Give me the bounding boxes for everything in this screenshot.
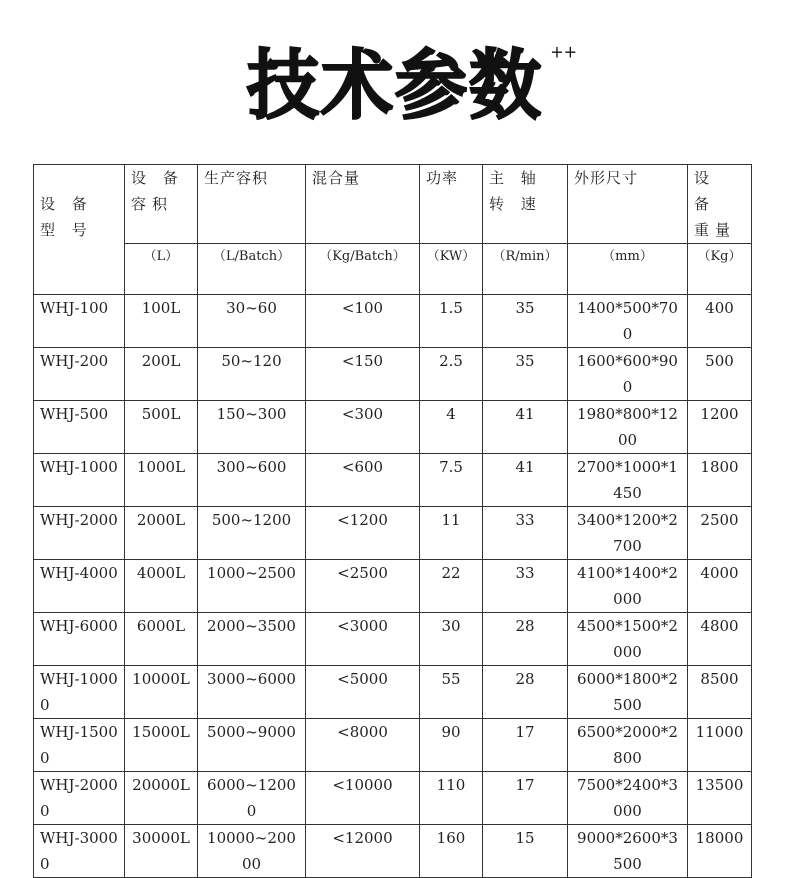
cell-speed: 17 xyxy=(483,772,568,825)
cell-mixing: <5000 xyxy=(306,666,420,719)
cell-speed: 33 xyxy=(483,507,568,560)
title-area xyxy=(0,40,790,130)
cell-mixing: <150 xyxy=(306,348,420,401)
cell-size: 6000*1800*2500 xyxy=(568,666,688,719)
cell-weight: 4800 xyxy=(688,613,752,666)
table-row xyxy=(34,454,752,507)
cell-capacity: 2000L xyxy=(125,507,198,560)
cell-mixing: <100 xyxy=(306,295,420,348)
cell-model: WHJ-30000 xyxy=(34,825,125,878)
cell-production: 300~600 xyxy=(198,454,306,507)
header-row xyxy=(34,165,752,244)
cell-weight: 8500 xyxy=(688,666,752,719)
cell-mixing: <300 xyxy=(306,401,420,454)
cell-production: 50~120 xyxy=(198,348,306,401)
cell-production: 1000~2500 xyxy=(198,560,306,613)
cell-capacity: 4000L xyxy=(125,560,198,613)
table-row xyxy=(34,719,752,772)
cell-capacity: 500L xyxy=(125,401,198,454)
table-row xyxy=(34,825,752,878)
cell-speed: 15 xyxy=(483,825,568,878)
cell-capacity: 10000L xyxy=(125,666,198,719)
cell-weight: 18000 xyxy=(688,825,752,878)
cell-size: 6500*2000*2800 xyxy=(568,719,688,772)
table-row xyxy=(34,772,752,825)
cell-capacity: 6000L xyxy=(125,613,198,666)
cell-mixing: <8000 xyxy=(306,719,420,772)
cell-size: 4100*1400*2000 xyxy=(568,560,688,613)
cell-model: WHJ-20000 xyxy=(34,772,125,825)
cell-production: 3000~6000 xyxy=(198,666,306,719)
cell-speed: 17 xyxy=(483,719,568,772)
cell-mixing: <600 xyxy=(306,454,420,507)
unit-size: （mm） xyxy=(568,244,688,295)
cell-mixing: <1200 xyxy=(306,507,420,560)
cell-capacity: 30000L xyxy=(125,825,198,878)
cell-model: WHJ-15000 xyxy=(34,719,125,772)
unit-weight: （Kg） xyxy=(688,244,752,295)
cell-weight: 2500 xyxy=(688,507,752,560)
cell-speed: 41 xyxy=(483,454,568,507)
cell-model: WHJ-4000 xyxy=(34,560,125,613)
unit-power: （KW） xyxy=(420,244,483,295)
cell-production: 10000~20000 xyxy=(198,825,306,878)
header-size: 外形尺寸 xyxy=(568,165,688,244)
table-row xyxy=(34,666,752,719)
cell-power: 22 xyxy=(420,560,483,613)
header-capacity: 设 备 容积 xyxy=(125,165,198,244)
page-title-text: 技术参数 xyxy=(246,40,543,130)
cell-power: 90 xyxy=(420,719,483,772)
table-row xyxy=(34,507,752,560)
cell-capacity: 15000L xyxy=(125,719,198,772)
cell-power: 2.5 xyxy=(420,348,483,401)
header-production: 生产容积 xyxy=(198,165,306,244)
table-row xyxy=(34,295,752,348)
cell-size: 1600*600*900 xyxy=(568,348,688,401)
table-row xyxy=(34,401,752,454)
cell-size: 7500*2400*3000 xyxy=(568,772,688,825)
cell-production: 2000~3500 xyxy=(198,613,306,666)
cell-capacity: 100L xyxy=(125,295,198,348)
cell-power: 11 xyxy=(420,507,483,560)
cell-size: 1980*800*1200 xyxy=(568,401,688,454)
cell-weight: 11000 xyxy=(688,719,752,772)
page-title xyxy=(246,38,577,133)
cell-capacity: 1000L xyxy=(125,454,198,507)
cell-power: 55 xyxy=(420,666,483,719)
header-power: 功率 xyxy=(420,165,483,244)
unit-speed: （R/min） xyxy=(483,244,568,295)
cell-power: 30 xyxy=(420,613,483,666)
cell-power: 1.5 xyxy=(420,295,483,348)
table-row xyxy=(34,560,752,613)
cell-power: 160 xyxy=(420,825,483,878)
cell-production: 6000~12000 xyxy=(198,772,306,825)
table-row xyxy=(34,348,752,401)
cell-model: WHJ-2000 xyxy=(34,507,125,560)
header-speed: 主 轴 转 速 xyxy=(483,165,568,244)
cell-speed: 28 xyxy=(483,666,568,719)
cell-speed: 28 xyxy=(483,613,568,666)
cell-speed: 35 xyxy=(483,295,568,348)
cell-weight: 1800 xyxy=(688,454,752,507)
cell-power: 110 xyxy=(420,772,483,825)
cell-capacity: 200L xyxy=(125,348,198,401)
unit-production: （L/Batch） xyxy=(198,244,306,295)
title-superscript: ++ xyxy=(550,41,577,62)
table-row xyxy=(34,613,752,666)
cell-production: 5000~9000 xyxy=(198,719,306,772)
cell-mixing: <3000 xyxy=(306,613,420,666)
header-mixing: 混合量 xyxy=(306,165,420,244)
cell-mixing: <12000 xyxy=(306,825,420,878)
cell-weight: 4000 xyxy=(688,560,752,613)
cell-model: WHJ-500 xyxy=(34,401,125,454)
cell-capacity: 20000L xyxy=(125,772,198,825)
cell-size: 1400*500*700 xyxy=(568,295,688,348)
cell-production: 30~60 xyxy=(198,295,306,348)
cell-weight: 500 xyxy=(688,348,752,401)
cell-mixing: <2500 xyxy=(306,560,420,613)
cell-weight: 400 xyxy=(688,295,752,348)
cell-power: 4 xyxy=(420,401,483,454)
spec-table xyxy=(33,164,752,878)
header-unit-row xyxy=(34,244,752,295)
cell-model: WHJ-6000 xyxy=(34,613,125,666)
cell-size: 3400*1200*2700 xyxy=(568,507,688,560)
cell-model: WHJ-10000 xyxy=(34,666,125,719)
cell-model: WHJ-200 xyxy=(34,348,125,401)
cell-model: WHJ-100 xyxy=(34,295,125,348)
cell-speed: 41 xyxy=(483,401,568,454)
cell-weight: 13500 xyxy=(688,772,752,825)
cell-speed: 33 xyxy=(483,560,568,613)
cell-production: 500~1200 xyxy=(198,507,306,560)
unit-mixing: （Kg/Batch） xyxy=(306,244,420,295)
cell-power: 7.5 xyxy=(420,454,483,507)
cell-speed: 35 xyxy=(483,348,568,401)
cell-weight: 1200 xyxy=(688,401,752,454)
cell-mixing: <10000 xyxy=(306,772,420,825)
cell-model: WHJ-1000 xyxy=(34,454,125,507)
unit-capacity: （L） xyxy=(125,244,198,295)
cell-size: 4500*1500*2000 xyxy=(568,613,688,666)
header-weight: 设 备 重量 xyxy=(688,165,752,244)
cell-production: 150~300 xyxy=(198,401,306,454)
cell-size: 9000*2600*3500 xyxy=(568,825,688,878)
cell-size: 2700*1000*1450 xyxy=(568,454,688,507)
header-model: 设 备 型 号 xyxy=(34,165,125,295)
